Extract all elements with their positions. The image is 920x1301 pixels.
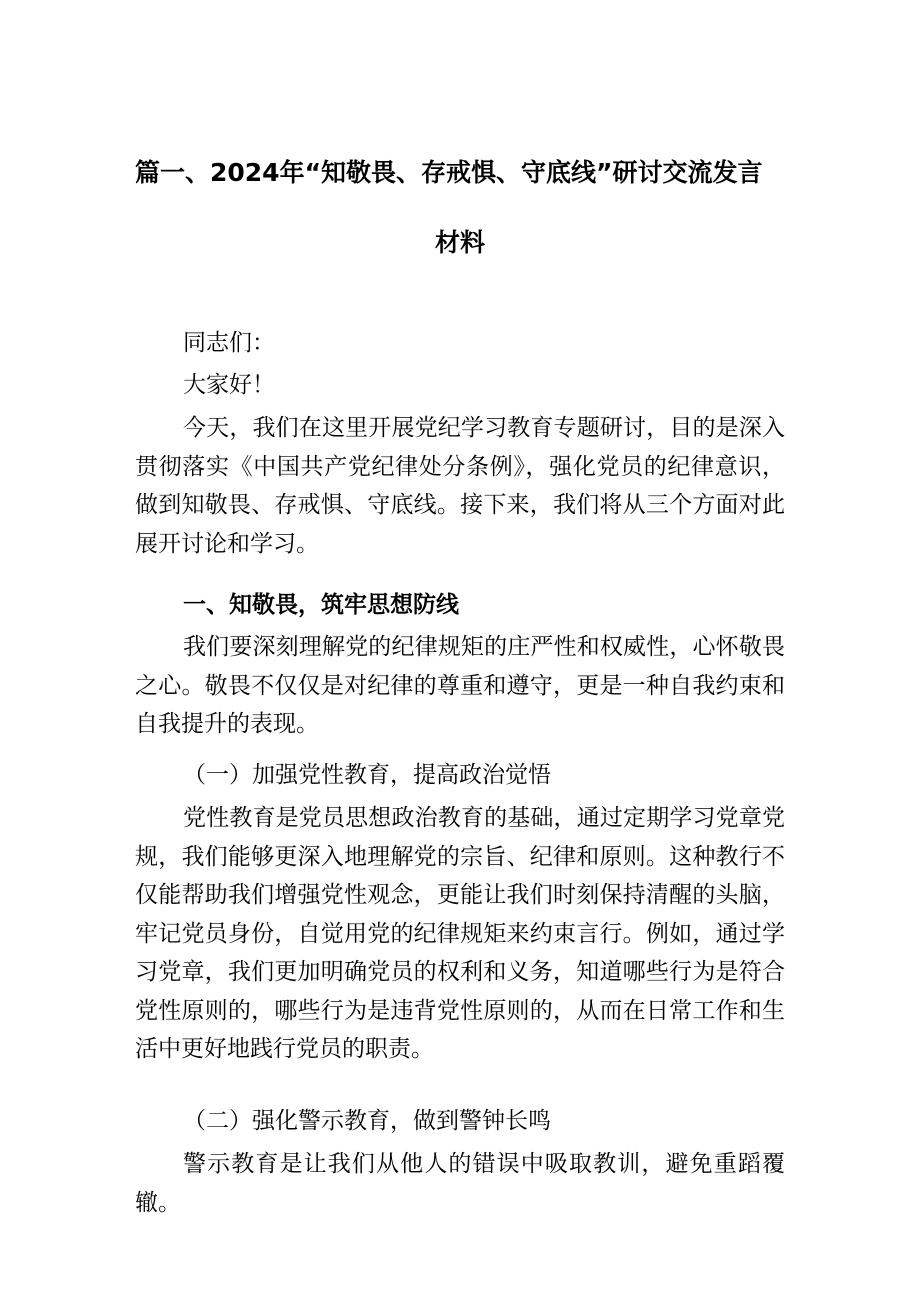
intro-paragraph: 今天，我们在这里开展党纪学习教育专题研讨，目的是深入贯彻落实《中国共产党纪律处分条例》，强化党员的纪律意识，做到知敬畏、存戒惧、守底线。接下来，我们将从三个方面对此展开讨论和学习。 [135,415,785,557]
section1-paragraph: 我们要深刻理解党的纪律规矩的庄严性和权威性，心怀敬畏之心。敬畏不仅仅是对纪律的尊重和遵守，更是一种自我约束和自我提升的表现。 [135,634,785,737]
greeting: 大家好！ [183,372,275,398]
sub1-heading: （一）加强党性教育，提高政治觉悟 [183,762,551,788]
salutation: 同志们： [183,330,275,356]
document-title-line1: 篇一、2024年“知敬畏、存戒惧、守底线”研讨交流发言 [135,158,763,187]
sub2-heading: （二）强化警示教育，做到警钟长鸣 [183,1108,551,1134]
document-title-line2: 材料 [434,228,485,257]
section1-heading: 一、知敬畏，筑牢思想防线 [183,592,459,618]
sub1-paragraph: 党性教育是党员思想政治教育的基础，通过定期学习党章党规，我们能够更深入地理解党的宗旨、纪律和原则。这种教行不仅能帮助我们增强党性观念，更能让我们时刻保持清醒的头脑，牢记党员身份，自觉用党的纪律规矩来约束言行。例如，通过学习党章，我们更加明确党员的权利和义务，知道哪些行为是符合党性原则的，哪些行为是违背党性原则的，从而在日常工作和生活中更好地践行党员的职责。 [135,805,785,1062]
sub2-paragraph: 警示教育是让我们从他人的错误中吸取教训，避免重蹈覆辙。 [135,1151,785,1216]
